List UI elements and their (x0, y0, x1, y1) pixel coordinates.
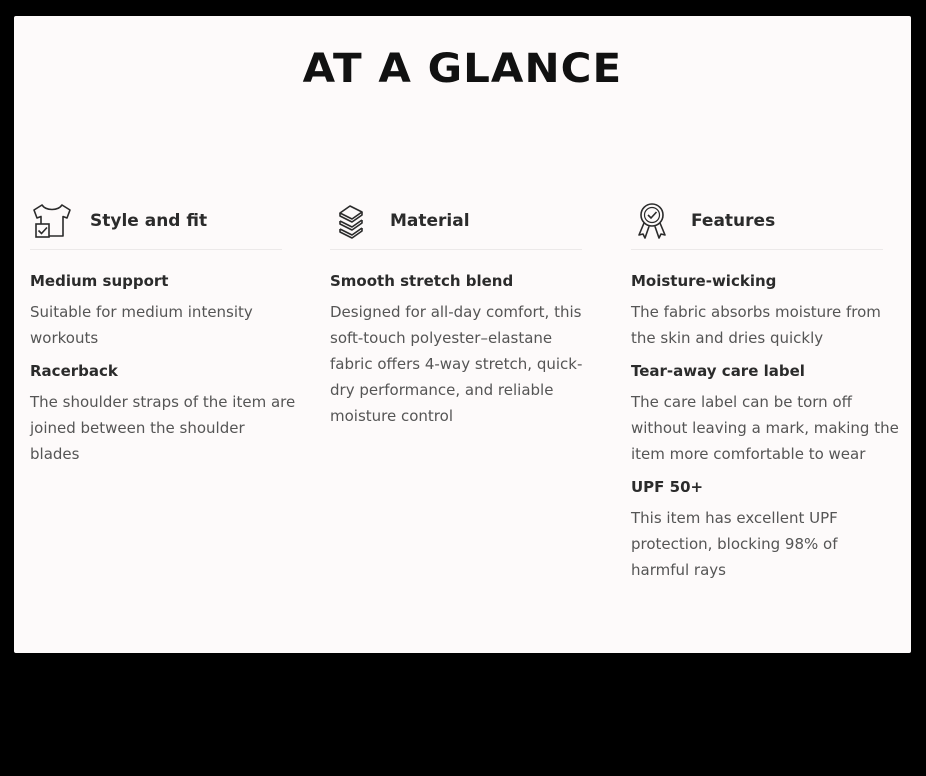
feature-item (30, 271, 300, 351)
column-header (631, 199, 883, 250)
feature-item (631, 477, 901, 583)
feature-title: Racerback (30, 362, 118, 380)
column-title: Style and fit (90, 211, 208, 231)
column-title: Material (390, 211, 470, 231)
column-header (30, 199, 282, 250)
feature-item (330, 271, 600, 429)
award-ribbon-icon (631, 201, 675, 241)
feature-description: Designed for all-day comfort, this soft-touch polyester–elastane fabric offers 4-way stretch, quick-dry performance, and reliable moisture control (330, 303, 583, 425)
column-title: Features (691, 211, 776, 231)
feature-item (631, 271, 901, 351)
column-items (30, 271, 300, 467)
fabric-layers-icon (330, 201, 374, 241)
column-features (631, 199, 901, 593)
at-a-glance-card (14, 16, 911, 653)
feature-description: The shoulder straps of the item are joined between the shoulder blades (30, 393, 296, 463)
feature-item (30, 361, 300, 467)
column-style-and-fit (30, 199, 300, 477)
feature-title: Smooth stretch blend (330, 272, 514, 290)
feature-description: Suitable for medium intensity workouts (30, 303, 253, 347)
feature-title: Tear-away care label (631, 362, 805, 380)
column-material (330, 199, 600, 439)
feature-description: The care label can be torn off without leaving a mark, making the item more comfortable to wear (631, 393, 899, 463)
feature-title: Medium support (30, 272, 169, 290)
feature-item (631, 361, 901, 467)
column-items (631, 271, 901, 583)
page-title: AT A GLANCE (302, 46, 623, 92)
feature-description: This item has excellent UPF protection, blocking 98% of harmful rays (631, 509, 838, 579)
column-header (330, 199, 582, 250)
t-shirt-check-icon (30, 201, 74, 241)
feature-title: Moisture-wicking (631, 272, 777, 290)
column-items (330, 271, 600, 429)
feature-description: The fabric absorbs moisture from the skin and dries quickly (631, 303, 881, 347)
feature-title: UPF 50+ (631, 478, 704, 496)
